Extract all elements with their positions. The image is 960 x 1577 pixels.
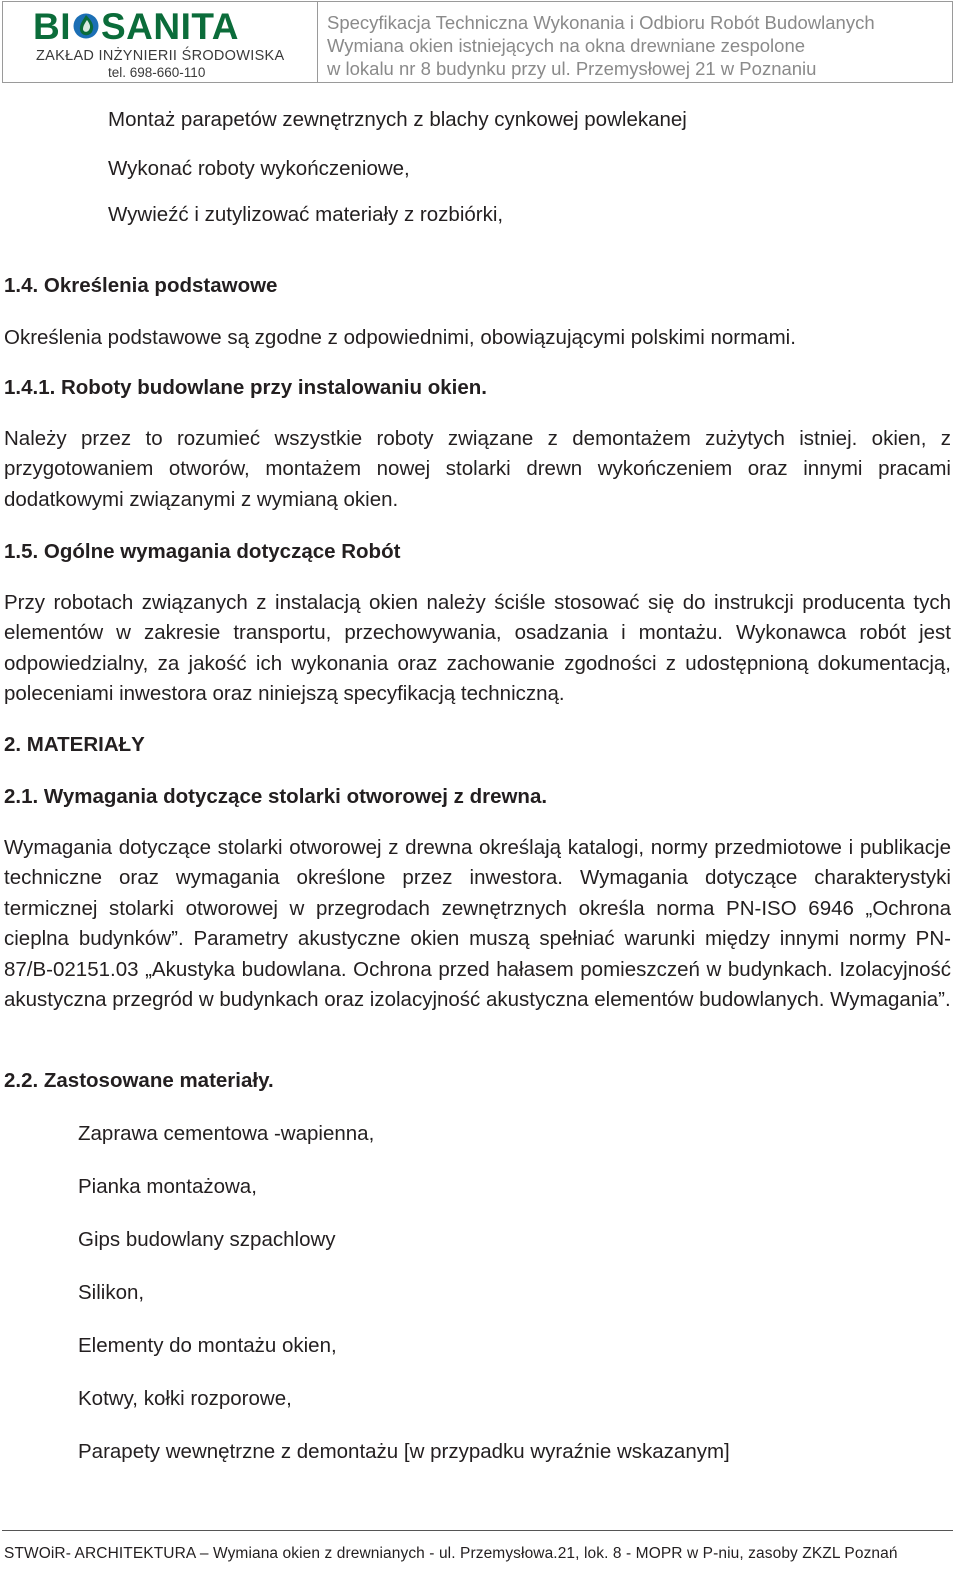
section-heading-1-4-1: 1.4.1. Roboty budowlane przy instalowaniu okien. [4,376,487,399]
logo-word-right: SANITA [101,6,239,47]
material-item: Zaprawa cementowa -wapienna, [78,1122,375,1145]
intro-item: Montaż parapetów zewnętrznych z blachy cynkowej powlekanej [108,108,687,131]
section-text-1-5: Przy robotach związanych z instalacją okien należy ściśle stosować się do instrukcji producenta tych elementów w zakresie transportu, przechowywania, osadzania i montażu. Wykonawca robót jest odpowiedzialny, za jakość ich wykonania oraz zachowanie zgodności z udostępnioną dokumentacją, poleceniami inwestora oraz niniejszą specyfikacją techniczną. [4,591,951,706]
section-heading-2-1: 2.1. Wymagania dotyczące stolarki otworowej z drewna. [4,785,548,808]
title-line-3: w lokalu nr 8 budynku przy ul. Przemysłowej 21 w Poznaniu [327,58,817,79]
logo-droplet-icon [72,11,100,41]
material-item: Parapety wewnętrzne z demontażu [w przypadku wyraźnie wskazanym] [78,1440,730,1463]
logo-phone: tel. 698-660-110 [108,65,206,80]
section-heading-1-5: 1.5. Ogólne wymagania dotyczące Robót [4,540,401,563]
company-logo [3,2,318,82]
intro-item: Wykonać roboty wykończeniowe, [108,157,410,180]
section-heading-2: 2. MATERIAŁY [4,733,145,756]
material-item: Elementy do montażu okien, [78,1334,337,1357]
logo-subtitle: ZAKŁAD INŻYNIERII ŚRODOWISKA [36,48,285,64]
section-text-2-1: Wymagania dotyczące stolarki otworowej z drewna określają katalogi, normy przedmiotowe i publikacje techniczne oraz wymagania określone przez inwestora. Wymagania dotyczące charakterystyki termicznej stolarki otworowej w przegrodach zewnętrznych określa norma PN-ISO 6946 „Ochrona cieplna budynków”. Parametry akustyczne okien muszą spełniać warunki między innymi normy PN-87/B-02151.03 „Akustyka budowlana. Ochrona przed hałasem pomieszczeń w budynkach. Izolacyjność akustyczna przegród w budynkach oraz izolacyjność akustyczna elementów budowlanych. Wymagania”. [4,836,951,1012]
material-item: Pianka montażowa, [78,1175,257,1198]
document-title [327,11,875,80]
material-item: Kotwy, kołki rozporowe, [78,1387,292,1410]
logo-word-left: BI [33,6,71,47]
section-text-1-4: Określenia podstawowe są zgodne z odpowiednimi, obowiązującymi polskimi normami. [4,326,796,349]
logo-wordmark [33,7,239,47]
footer-divider [2,1530,953,1531]
title-line-2: Wymiana okien istniejących na okna drewniane zespolone [327,35,806,56]
title-line-1: Specyfikacja Techniczna Wykonania i Odbioru Robót Budowlanych [327,12,875,33]
material-item: Gips budowlany szpachlowy [78,1228,336,1251]
page-header [2,1,953,83]
intro-item: Wywieźć i zutylizować materiały z rozbiórki, [108,203,504,226]
material-item: Silikon, [78,1281,145,1304]
page-footer: STWOiR- ARCHITEKTURA – Wymiana okien z drewnianych - ul. Przemysłowa.21, lok. 8 - MOPR w P-niu, zasoby ZKZL Poznań [4,1545,898,1562]
section-text-1-4-1: Należy przez to rozumieć wszystkie roboty związane z demontażem zużytych istniej. okien, z przygotowaniem otworów, montażem nowej stolarki drewn wykończeniem oraz innymi pracami dodatkowymi związanymi z wymianą okien. [4,427,951,511]
section-heading-2-2: 2.2. Zastosowane materiały. [4,1069,274,1092]
section-heading-1-4: 1.4. Określenia podstawowe [4,274,278,297]
